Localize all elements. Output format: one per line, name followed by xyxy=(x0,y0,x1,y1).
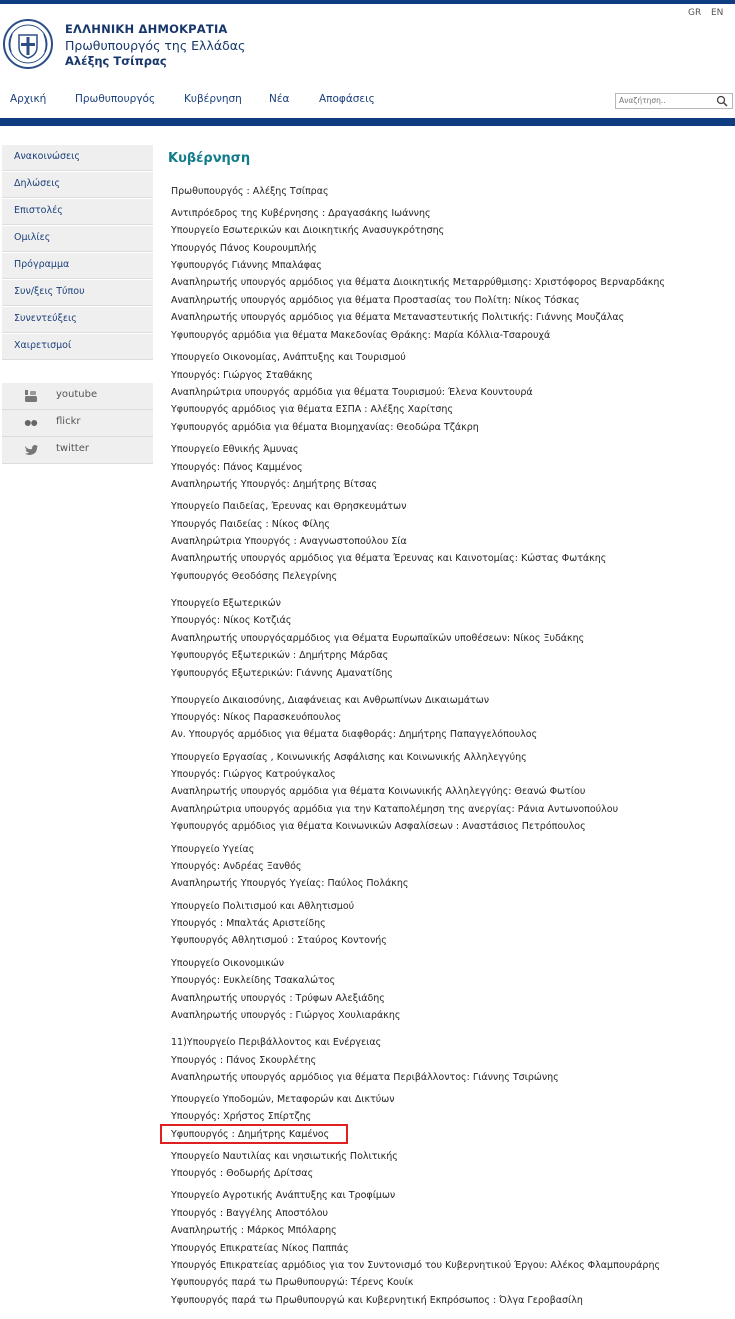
list-item: Αναπληρωτής υπουργός αρμόδιος για θέματα Μεταναστευτικής Πολιτικής: Γιάννης Μουζάλας xyxy=(171,312,625,323)
list-item: Υφυπουργός αρμόδιος για θέματα Κοινωνικών Ασφαλίσεων : Αναστάσιος Πετρόπουλος xyxy=(171,821,586,832)
list-item: Αναπληρωτής υπουργόςαρμόδιος για Θέματα Ευρωπαϊκών υποθέσεων: Νίκος Ξυδάκης xyxy=(171,633,585,644)
youtube-icon xyxy=(24,390,38,402)
list-item: Υπουργός: Γιώργος Σταθάκης xyxy=(171,370,313,381)
list-item: Υπουργείο Παιδείας, Έρευνας και Θρησκευμάτων xyxy=(171,501,407,512)
sidebar-item-interviews[interactable]: Συνεντεύξεις xyxy=(2,307,153,333)
list-item: Υπουργείο Οικονομίας, Ανάπτυξης και Τουρισμού xyxy=(171,352,406,363)
list-item: Υπουργός Επικρατείας αρμόδιος για τον Συντονισμό του Κυβερνητικού Έργου: Αλέκος Φλαμπουράρης xyxy=(171,1260,661,1271)
list-item: Αναπληρωτής Υπουργός Υγείας: Παύλος Πολάκης xyxy=(171,878,409,889)
list-item: 11)Υπουργείο Περιβάλλοντος και Ενέργειας xyxy=(171,1037,382,1048)
social-twitter-link[interactable] xyxy=(2,437,153,464)
social-links xyxy=(2,383,153,464)
list-item: Υπουργός : Μπαλτάς Αριστείδης xyxy=(171,918,326,929)
site-brand[interactable] xyxy=(65,22,245,69)
search-input[interactable] xyxy=(619,94,709,107)
nav-home[interactable]: Αρχική xyxy=(10,93,47,105)
highlight-box xyxy=(160,1124,348,1144)
nav-prime-minister[interactable]: Πρωθυπουργός xyxy=(75,93,156,105)
lang-gr-link[interactable]: GR xyxy=(688,8,702,18)
page-title: Κυβέρνηση xyxy=(168,151,251,166)
search-box xyxy=(615,93,733,109)
list-item: Υπουργός : Θοδωρής Δρίτσας xyxy=(171,1168,314,1179)
list-item: Υφυπουργός παρά τω Πρωθυπουργώ: Τέρενς Κουίκ xyxy=(171,1277,414,1288)
list-item: Υπουργός: Νίκος Παρασκευόπουλος xyxy=(171,712,342,723)
sidebar-item-letters[interactable]: Επιστολές xyxy=(2,199,153,225)
list-item: Αναπληρωτής υπουργός αρμόδιος για θέματα Προστασίας του Πολίτη: Νίκος Τόσκας xyxy=(171,295,580,306)
list-item: Υπουργός : Βαγγέλης Αποστόλου xyxy=(171,1208,329,1219)
brand-line-2: Πρωθυπουργός της Ελλάδας xyxy=(65,38,246,53)
flickr-label: flickr xyxy=(56,416,81,427)
sidebar-item-greetings[interactable]: Χαιρετισμοί xyxy=(2,334,153,360)
sidebar-item-statements[interactable]: Δηλώσεις xyxy=(2,172,153,198)
nav-news[interactable]: Νέα xyxy=(269,93,290,105)
list-item: Υφυπουργός αρμόδιος για θέματα ΕΣΠΑ : Αλέξης Χαρίτσης xyxy=(171,404,454,415)
brand-line-3: Αλέξης Τσίπρας xyxy=(65,54,167,68)
list-item: Υπουργείο Εργασίας , Κοινωνικής Ασφάλισης και Κοινωνικής Αλληλεγγύης xyxy=(171,752,527,763)
list-item: Υπουργός: Πάνος Καμμένος xyxy=(171,462,303,473)
sidebar-menu xyxy=(2,145,153,361)
list-item: Υφυπουργός Εξωτερικών : Δημήτρης Μάρδας xyxy=(171,650,389,661)
brand-line-1: ΕΛΛΗΝΙΚΗ ΔΗΜΟΚΡΑΤΙΑ xyxy=(65,22,228,36)
list-item: Υφυπουργός αρμόδια για θέματα Μακεδονίας Θράκης: Μαρία Κόλλια-Τσαρουχά xyxy=(171,330,551,341)
list-item: Υφυπουργός Θεοδόσης Πελεγρίνης xyxy=(171,571,338,582)
list-item: Υπουργείο Πολιτισμού και Αθλητισμού xyxy=(171,901,355,912)
list-item: Αναπληρωτής υπουργός : Τρύφων Αλεξιάδης xyxy=(171,993,385,1004)
list-item: Υπουργείο Υποδομών, Μεταφορών και Δικτύων xyxy=(171,1094,395,1105)
list-item: Υφυπουργός Γιάννης Μπαλάφας xyxy=(171,260,322,271)
list-item: Υπουργείο Εσωτερικών και Διοικητικής Ανασυγκρότησης xyxy=(171,225,445,236)
sidebar-item-announcements[interactable]: Ανακοινώσεις xyxy=(2,145,153,171)
list-item: Υπουργείο Υγείας xyxy=(171,844,255,855)
list-item: Υπουργείο Εθνικής Άμυνας xyxy=(171,444,299,455)
greek-emblem-icon[interactable] xyxy=(2,18,54,70)
youtube-label: youtube xyxy=(56,389,98,400)
list-item: Υπουργός: Ευκλείδης Τσακαλώτος xyxy=(171,975,336,986)
list-item: Αντιπρόεδρος της Κυβέρνησης : Δραγασάκης Ιωάννης xyxy=(171,208,431,219)
list-item: Υπουργός: Γιώργος Κατρούγκαλος xyxy=(171,769,336,780)
list-item: Υπουργός Επικρατείας Νίκος Παππάς xyxy=(171,1243,349,1254)
list-item: Αναπληρώτρια Υπουργός : Αναγνωστοπούλου Σία xyxy=(171,536,407,547)
sidebar-item-schedule[interactable]: Πρόγραμμα xyxy=(2,253,153,279)
list-item: Υπουργείο Εξωτερικών xyxy=(171,598,281,609)
list-item: Υπουργείο Οικονομικών xyxy=(171,958,285,969)
list-item: Υπουργός Πάνος Κουρουμπλής xyxy=(171,243,317,254)
flickr-icon xyxy=(24,417,38,429)
list-item: Υφυπουργός Αθλητισμού : Σταύρος Κοντονής xyxy=(171,935,387,946)
list-item: Υπουργός: Ανδρέας Ξανθός xyxy=(171,861,302,872)
list-item: Υφυπουργός αρμόδια για θέματα Βιομηχανίας: Θεοδώρα Τζάκρη xyxy=(171,422,479,433)
twitter-icon xyxy=(24,444,38,456)
list-item: Αναπληρώτρια υπουργός αρμόδια για θέματα Τουρισμού: Έλενα Κουντουρά xyxy=(171,387,533,398)
twitter-label: twitter xyxy=(56,443,89,454)
social-youtube-link[interactable] xyxy=(2,383,153,410)
list-item: Αναπληρωτής υπουργός αρμόδιος για θέματα Έρευνας και Καινοτομίας: Κώστας Φωτάκης xyxy=(171,553,607,564)
list-item: Υπουργός Παιδείας : Νίκος Φίλης xyxy=(171,519,330,530)
list-item: Υπουργείο Αγροτικής Ανάπτυξης και Τροφίμων xyxy=(171,1190,396,1201)
nav-decisions[interactable]: Αποφάσεις xyxy=(319,93,375,105)
list-item: Υπουργείο Δικαιοσύνης, Διαφάνειας και Ανθρωπίνων Δικαιωμάτων xyxy=(171,695,489,706)
list-item: Αναπληρωτής υπουργός αρμόδιος για θέματα Διοικητικής Μεταρρύθμισης: Χριστόφορος Βερναρδάκης xyxy=(171,277,665,288)
header-divider-bar xyxy=(0,118,735,126)
sidebar-item-press-briefings[interactable]: Συν/ξεις Τύπου xyxy=(2,280,153,306)
list-item: Πρωθυπουργός : Αλέξης Τσίπρας xyxy=(171,186,329,197)
list-item: Υπουργός: Χρήστος Σπίρτζης xyxy=(171,1111,312,1122)
list-item: Αναπληρωτής Υπουργός: Δημήτρης Βίτσας xyxy=(171,479,378,490)
list-item: Υπουργός : Πάνος Σκουρλέτης xyxy=(171,1055,317,1066)
highlighted-list-item: Υφυπουργός : Δημήτρης Καμένος xyxy=(171,1129,330,1140)
list-item: Αναπληρώτρια υπουργός αρμόδια για την Καταπολέμηση της ανεργίας: Ράνια Αντωνοπούλου xyxy=(171,804,619,815)
list-item: Αν. Υπουργός αρμόδιος για θέματα διαφθοράς: Δημήτρης Παπαγγελόπουλος xyxy=(171,729,538,740)
list-item: Υφυπουργός παρά τω Πρωθυπουργώ και Κυβερνητική Εκπρόσωπος : Όλγα Γεροβασίλη xyxy=(171,1295,583,1306)
list-item: Αναπληρωτής υπουργός αρμόδια για θέματα Κοινωνικής Αλληλεγγύης: Θεανώ Φωτίου xyxy=(171,786,586,797)
list-item: Αναπληρωτής : Μάρκος Μπόλαρης xyxy=(171,1225,337,1236)
search-icon[interactable] xyxy=(716,95,728,107)
list-item: Υπουργείο Ναυτιλίας και νησιωτικής Πολιτικής xyxy=(171,1151,398,1162)
top-accent-bar xyxy=(0,0,735,4)
list-item: Υφυπουργός Εξωτερικών: Γιάννης Αμανατίδης xyxy=(171,668,393,679)
social-flickr-link[interactable] xyxy=(2,410,153,437)
nav-government[interactable]: Κυβέρνηση xyxy=(184,93,242,105)
list-item: Υπουργός: Νίκος Κοτζιάς xyxy=(171,615,292,626)
sidebar-item-speeches[interactable]: Ομιλίες xyxy=(2,226,153,252)
lang-en-link[interactable]: EN xyxy=(711,8,724,18)
list-item: Αναπληρωτής υπουργός αρμόδιος για θέματα Περιβάλλοντος: Γιάννης Τσιρώνης xyxy=(171,1072,559,1083)
list-item: Αναπληρωτής υπουργός : Γιώργος Χουλιαράκης xyxy=(171,1010,401,1021)
